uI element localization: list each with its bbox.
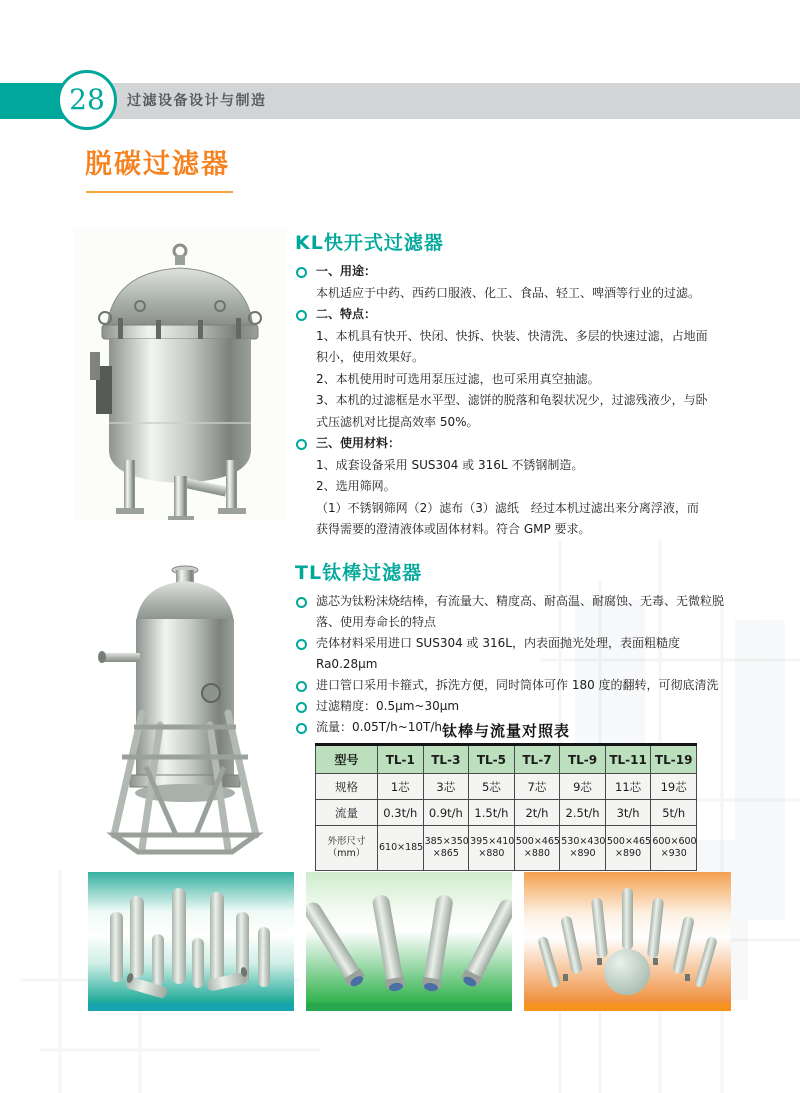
- kl-feature-text: 本机适应于中药、西药口服液、化工、食品、轻工、啤酒等行业的过滤。: [316, 285, 701, 300]
- table-cell: 385×350 ×865: [423, 826, 469, 871]
- kl-feature-text: （1）不锈钢筛网（2）滤布（3）滤纸 经过本机过滤出来分离浮液，而获得需要的澄清液体或固体材料。符合 GMP 要求。: [316, 500, 699, 536]
- kl-feature-text: 1、成套设备采用 SUS304 或 316L 不锈钢制造。: [316, 457, 584, 472]
- table-cell: 0.3t/h: [378, 800, 424, 826]
- kl-filter-photo: [74, 228, 286, 520]
- kl-feature-text: 3、本机的过滤框是水平型、滤饼的脱落和龟裂状况少，过滤残液少，与卧式压滤机对比提高效率 50%。: [316, 393, 708, 429]
- bullet-icon: [296, 267, 307, 278]
- titanium-rods-photo-teal: [88, 872, 294, 1011]
- kl-section-heading: KL快开式过滤器: [295, 232, 444, 254]
- tl-feature-line: [295, 675, 731, 696]
- titanium-rods-art-green: [306, 872, 512, 1003]
- tl-filter-photo: [84, 553, 286, 855]
- table-cell: 0.9t/h: [423, 800, 469, 826]
- table-cell: 395×410 ×880: [469, 826, 515, 871]
- tl-feature-line: [295, 696, 731, 717]
- table-cell: 530×430 ×890: [560, 826, 606, 871]
- kl-feature-line: [295, 476, 709, 498]
- flow-table-title: 钛棒与流量对照表: [441, 722, 570, 740]
- table-cell: 19芯: [651, 774, 697, 800]
- table-model-header: TL-7: [514, 745, 560, 774]
- kl-feature-line: [295, 304, 709, 326]
- tl-section-heading: TL钛棒过滤器: [295, 562, 423, 584]
- table-model-header: TL-1: [378, 745, 424, 774]
- titanium-rods-photo-orange: [524, 872, 731, 1011]
- title-underline: [86, 191, 233, 193]
- photo-bar-teal: [88, 1003, 294, 1011]
- table-cell: 1芯: [378, 774, 424, 800]
- table-cell: 500×465 ×880: [514, 826, 560, 871]
- tl-feature-text: 过滤精度：0.5μm~30μm: [316, 699, 460, 713]
- table-cell: 1.5t/h: [469, 800, 515, 826]
- tl-feature-line: [295, 591, 731, 633]
- photo-bar-orange: [524, 1003, 731, 1011]
- tl-feature-line: [295, 633, 731, 675]
- kl-feature-line: [295, 283, 709, 305]
- table-corner-header: 型号: [316, 745, 378, 774]
- page-number: 28: [69, 83, 105, 116]
- table-row: [316, 800, 697, 826]
- bullet-icon: [296, 310, 307, 321]
- kl-feature-line: [295, 261, 709, 283]
- header-bar: [0, 83, 800, 119]
- table-model-header: TL-9: [560, 745, 606, 774]
- kl-feature-line: [295, 326, 709, 369]
- table-row: [316, 774, 697, 800]
- kl-feature-text: 二、特点：: [316, 307, 377, 321]
- table-cell: 2.5t/h: [560, 800, 606, 826]
- kl-feature-line: [295, 455, 709, 477]
- kl-feature-line: [295, 369, 709, 391]
- kl-feature-text: 2、本机使用时可选用泵压过滤，也可采用真空抽滤。: [316, 371, 600, 386]
- titanium-rods-art-teal: [88, 872, 294, 1003]
- bullet-icon: [296, 639, 307, 650]
- table-cell: 600×600 ×930: [651, 826, 697, 871]
- kl-feature-list: [295, 261, 709, 541]
- kl-vessel-illustration: [74, 228, 286, 520]
- table-cell: 3t/h: [605, 800, 651, 826]
- kl-feature-text: 一、用途：: [316, 264, 377, 278]
- table-row-label: 规格: [316, 774, 378, 800]
- header-title: 过滤设备设计与制造: [127, 93, 267, 109]
- table-header-row: [316, 745, 697, 774]
- table-cell: 2t/h: [514, 800, 560, 826]
- kl-feature-text: 1、本机具有快开、快闭、快拆、快装、快清洗、多层的快速过滤，占地面积小，使用效果好。: [316, 328, 708, 364]
- kl-feature-line: [295, 433, 709, 455]
- page-number-badge: [57, 70, 117, 130]
- bullet-icon: [296, 439, 307, 450]
- photo-bar-green: [306, 1003, 512, 1011]
- table-cell: 500×465 ×890: [605, 826, 651, 871]
- tl-feature-text: 滤芯为钛粉沫烧结棒，有流量大、精度高、耐高温、耐腐蚀、无毒、无微粒脱落、使用寿命长的特点: [316, 594, 725, 629]
- table-cell: 9芯: [560, 774, 606, 800]
- tl-feature-text: 进口管口采用卡箍式，拆洗方便，同时筒体可作 180 度的翻转，可彻底清洗: [316, 678, 719, 692]
- page-title: 脱碳过滤器: [85, 149, 230, 180]
- table-model-header: TL-3: [423, 745, 469, 774]
- kl-feature-line: [295, 390, 709, 433]
- table-cell: 5芯: [469, 774, 515, 800]
- tl-feature-text: 流量：0.05T/h~10T/h: [316, 720, 443, 734]
- table-cell: 610×185: [378, 826, 424, 871]
- table-cell: 7芯: [514, 774, 560, 800]
- bullet-icon: [296, 681, 307, 692]
- tl-feature-list: [295, 591, 731, 738]
- table-model-header: TL-5: [469, 745, 515, 774]
- table-cell: 11芯: [605, 774, 651, 800]
- table-row-label: 外形尺寸（mm）: [316, 826, 378, 871]
- kl-feature-text: 三、使用材料：: [316, 436, 401, 450]
- tl-feature-text: 壳体材料采用进口 SUS304 或 316L，内表面抛光处理，表面粗糙度 Ra0.28μm: [316, 636, 680, 671]
- bullet-icon: [296, 702, 307, 713]
- table-cell: 3芯: [423, 774, 469, 800]
- flow-rate-table: [315, 743, 697, 871]
- table-row-label: 流量: [316, 800, 378, 826]
- bullet-icon: [296, 597, 307, 608]
- bullet-icon: [296, 723, 307, 734]
- table-cell: 5t/h: [651, 800, 697, 826]
- tl-vessel-illustration: [84, 553, 286, 855]
- titanium-rods-photo-green: [306, 872, 512, 1011]
- table-model-header: TL-11: [605, 745, 651, 774]
- titanium-rods-art-orange: [524, 872, 731, 1003]
- table-model-header: TL-19: [651, 745, 697, 774]
- kl-feature-text: 2、选用筛网。: [316, 479, 396, 493]
- table-row: [316, 826, 697, 871]
- kl-feature-line: [295, 498, 709, 541]
